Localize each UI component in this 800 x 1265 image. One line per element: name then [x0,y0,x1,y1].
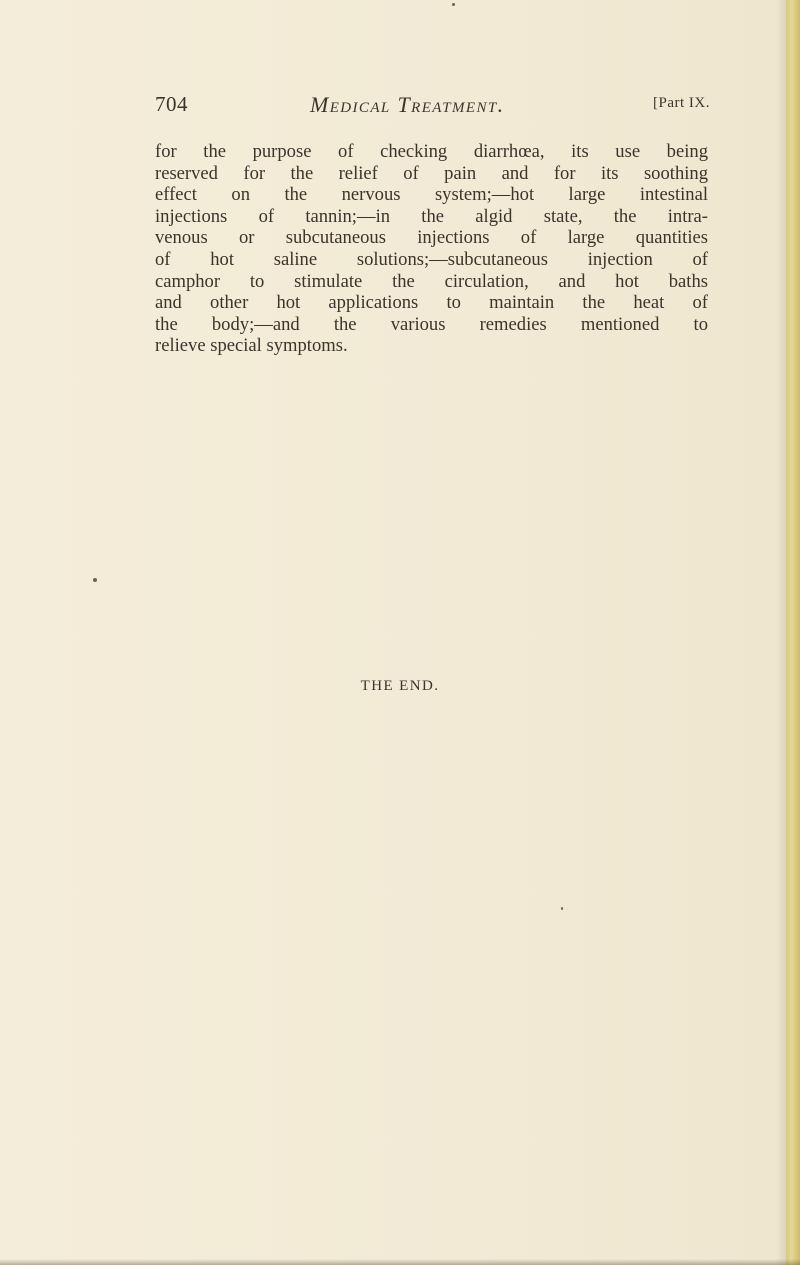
text-line: effect on the nervous system;—hot large intestinal [155,184,708,206]
running-title: Medical Treatment. [310,92,505,117]
page-number: 704 [155,92,188,116]
text-line: and other hot applications to maintain the heat of [155,292,708,314]
text-line: reserved for the relief of pain and for its soothing [155,162,708,184]
paper-speck [452,3,455,6]
body-paragraph [155,141,708,357]
text-line: venous or subcutaneous injections of large quantities [155,227,708,249]
paper-speck [93,578,97,582]
running-header [155,92,710,124]
the-end-heading: THE END. [360,678,440,694]
book-spine [786,0,800,1265]
text-line: for the purpose of checking diarrhœa, its use being [155,141,708,162]
page-bottom-edge [0,1259,800,1265]
text-line: the body;—and the various remedies mentioned to [155,313,708,335]
spine-shadow [776,0,786,1265]
text-line: relieve special symptoms. [155,335,348,357]
part-label: [Part IX. [653,95,710,111]
text-line: camphor to stimulate the circulation, and hot baths [155,270,708,292]
text-line: injections of tannin;—in the algid state, the intra- [155,205,708,227]
text-line: of hot saline solutions;—subcutaneous injection of [155,248,708,270]
paper-speck [561,907,563,910]
